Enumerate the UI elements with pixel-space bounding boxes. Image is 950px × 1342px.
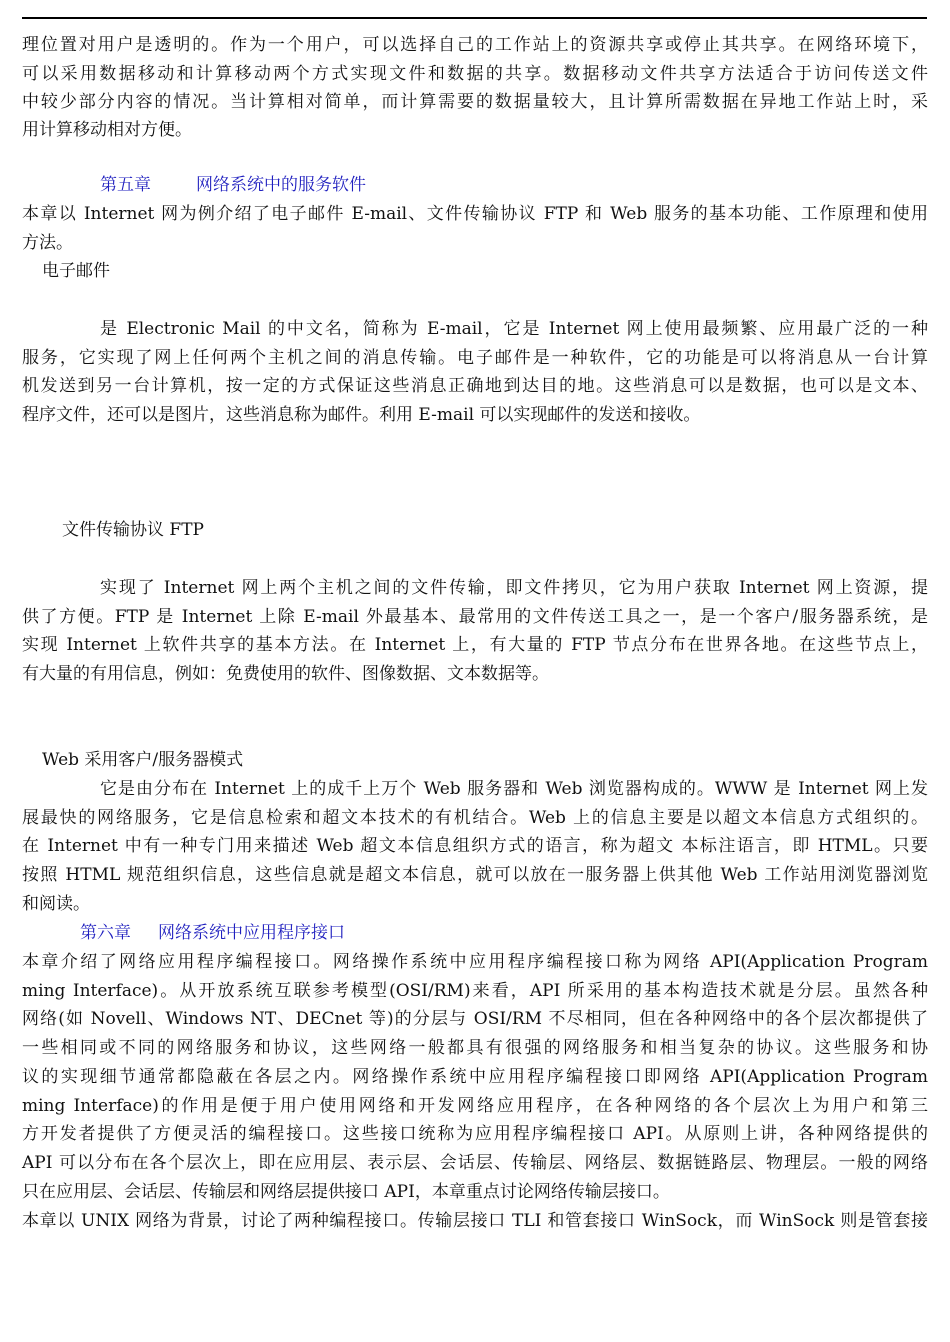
chapter-5-intro-line: 方法。 <box>22 233 73 253</box>
chapter-5-intro-line: 本章以 Internet 网为例介绍了电子邮件 E-mail、文件传输协议 FTP 和 Web 服务的基本功能、工作原理和使用 <box>22 204 928 224</box>
chapter-6-line: 网络(如 Novell、Windows NT、DECnet 等)的分层与 OSI/RM 不尽相同，但在各种网络中的各个层次都提供了 <box>22 1009 928 1029</box>
email-line: 服务，它实现了网上任何两个主机之间的消息传输。电子邮件是一种软件，它的功能是可以将消息从一台计算 <box>22 348 928 368</box>
section-heading-ftp: 文件传输协议 FTP <box>62 520 204 540</box>
chapter-6-line: ming Interface)的作用是便于用户使用网络和开发网络应用程序，在各种网络的各个层次上为用户和第三 <box>22 1096 928 1116</box>
chapter-6-line: 只在应用层、会话层、传输层和网络层提供接口 API，本章重点讨论网络传输层接口。 <box>22 1182 670 1202</box>
email-line: 是 Electronic Mail 的中文名，简称为 E-mail，它是 Internet 网上使用最频繁、应用最广泛的一种 <box>100 319 928 339</box>
email-line: 机发送到另一台计算机，按一定的方式保证这些消息正确地到达目的地。这些消息可以是数据，也可以是文本、 <box>22 376 928 396</box>
ftp-line: 有大量的有用信息，例如：免费使用的软件、图像数据、文本数据等。 <box>22 664 549 684</box>
chapter-6-line: 议的实现细节通常都隐蔽在各层之内。网络操作系统中应用程序编程接口即网络 API(Application Program <box>22 1067 928 1087</box>
chapter-6-line: ming Interface)。从开放系统互联参考模型(OSI/RM)来看，API 所采用的基本构造技术就是分层。虽然各种 <box>22 981 928 1001</box>
chapter-6-line: 一些相同或不同的网络服务和协议，这些网络一般都具有很强的网络服务和相当复杂的协议。这些服务和协 <box>22 1038 928 1058</box>
chapter-6-line: API 可以分布在各个层次上，即在应用层、表示层、会话层、传输层、网络层、数据链路层、物理层。一般的网络 <box>22 1153 928 1173</box>
ftp-line: 实现了 Internet 网上两个主机之间的文件传输，即文件拷贝，它为用户获取 Internet 网上资源，提 <box>100 578 928 598</box>
web-line: 按照 HTML 规范组织信息，这些信息就是超文本信息，就可以放在一服务器上供其他 Web 工作站用浏览器浏览 <box>22 865 928 885</box>
section-heading-email: 电子邮件 <box>42 261 110 281</box>
ftp-line: 供了方便。FTP 是 Internet 上除 E-mail 外最基本、最常用的文件传送工具之一，是一个客户/服务器系统，是 <box>22 607 928 627</box>
header-rule <box>22 17 927 19</box>
chapter-5-title: 网络系统中的服务软件 <box>196 175 366 195</box>
email-line: 程序文件，还可以是图片，这些消息称为邮件。利用 E-mail 可以实现邮件的发送和接收。 <box>22 405 701 425</box>
chapter-6-line: 方开发者提供了方便灵活的编程接口。这些接口统称为应用程序编程接口 API。从原则上讲，各种网络提供的 <box>22 1124 928 1144</box>
chapter-6-title: 网络系统中应用程序接口 <box>158 923 345 943</box>
paragraph-line: 用计算移动相对方便。 <box>22 120 192 140</box>
chapter-6-line: 本章以 UNIX 网络为背景，讨论了两种编程接口。传输层接口 TLI 和管套接口 WinSock，而 WinSock 则是管套接 <box>22 1211 928 1231</box>
chapter-5-number: 第五章 <box>100 175 151 195</box>
chapter-6-line: 本章介绍了网络应用程序编程接口。网络操作系统中应用程序编程接口称为网络 API(Application Program <box>22 952 928 972</box>
paragraph-line: 中较少部分内容的情况。当计算相对简单，而计算需要的数据量较大，且计算所需数据在异地工作站上时，采 <box>22 92 928 112</box>
web-line: 展最快的网络服务，它是信息检索和超文本技术的有机结合。Web 上的信息主要是以超文本信息方式组织的。 <box>22 808 928 828</box>
paragraph-line: 可以采用数据移动和计算移动两个方式实现文件和数据的共享。数据移动文件共享方法适合于访问传送文件 <box>22 64 928 84</box>
web-line: 和阅读。 <box>22 894 90 914</box>
web-line: 它是由分布在 Internet 上的成千上万个 Web 服务器和 Web 浏览器构成的。WWW 是 Internet 网上发 <box>100 779 928 799</box>
section-heading-web: Web 采用客户/服务器模式 <box>42 750 244 770</box>
ftp-line: 实现 Internet 上软件共享的基本方法。在 Internet 上，有大量的 FTP 节点分布在世界各地。在这些节点上， <box>22 635 928 655</box>
web-line: 在 Internet 中有一种专门用来描述 Web 超文本信息组织方式的语言，称为超文 本标注语言，即 HTML。只要 <box>22 836 928 856</box>
paragraph-line: 理位置对用户是透明的。作为一个用户，可以选择自己的工作站上的资源共享或停止其共享。在网络环境下， <box>22 35 928 55</box>
chapter-6-number: 第六章 <box>80 923 131 943</box>
